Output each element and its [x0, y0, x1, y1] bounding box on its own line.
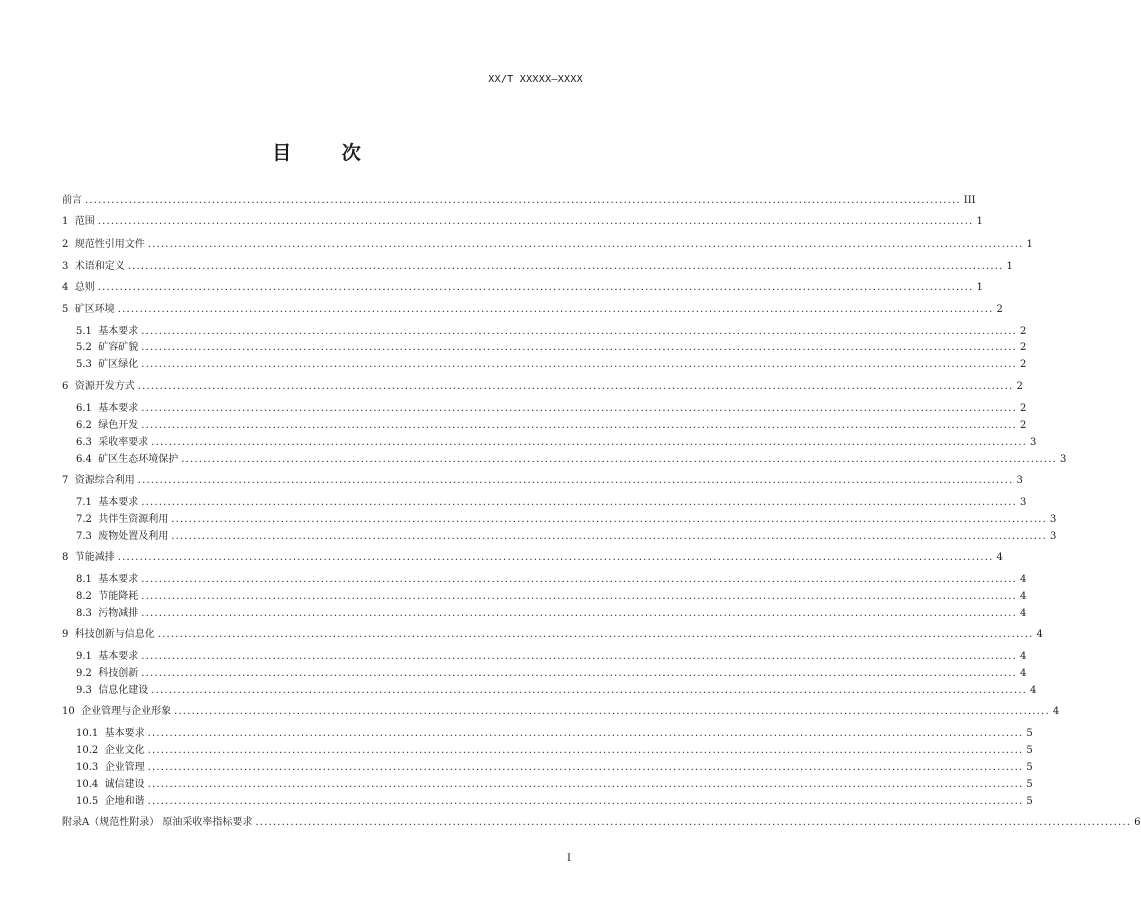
toc-entry-page: 1 [1026, 239, 1033, 250]
dot-leader: ........................................................................................................................................................................................................ [147, 239, 1024, 250]
toc-entry-page: 3 [1016, 475, 1023, 486]
toc-entry[interactable] [62, 589, 1027, 603]
toc-entry-page: 4 [1030, 685, 1037, 696]
dot-leader: ........................................................................................................................................................................................................ [147, 728, 1024, 739]
dot-leader: ........................................................................................................................................................................................................ [171, 531, 1048, 542]
toc-entry[interactable] [62, 401, 1027, 415]
toc-entry-page: 2 [1020, 359, 1027, 370]
toc-entry-page: 4 [1020, 608, 1027, 619]
toc-entry-page: 3 [1060, 454, 1067, 465]
toc-entry[interactable] [62, 815, 1141, 829]
toc-entry-page: 2 [996, 304, 1003, 315]
toc-entry-number: 6.3 [76, 437, 99, 448]
toc-entry[interactable] [62, 666, 1027, 680]
toc-entry[interactable] [62, 340, 1027, 354]
toc-entry-page: 3 [1050, 514, 1057, 525]
toc-entry-number: 2 [62, 239, 75, 250]
dot-leader: ........................................................................................................................................................................................................ [141, 359, 1018, 370]
toc-entry-page: 2 [1020, 342, 1027, 353]
toc-entry-label: 企业管理与企业形象 [81, 706, 172, 717]
toc-entry-number: 9 [62, 629, 75, 640]
toc-entry[interactable] [62, 627, 1043, 641]
dot-leader: ........................................................................................................................................................................................................ [141, 342, 1018, 353]
dot-leader: ........................................................................................................................................................................................................ [97, 216, 974, 227]
toc-entry-label: 矿容矿貌 [98, 342, 139, 353]
dot-leader: ........................................................................................................................................................................................................ [127, 261, 1004, 272]
toc-entry-page: 4 [1036, 629, 1043, 640]
toc-entry[interactable] [62, 495, 1027, 509]
document-number: XX/T XXXXX—XXXX [488, 74, 583, 85]
toc-entry-page: 2 [1020, 326, 1027, 337]
toc-entry-number: 7.2 [76, 514, 99, 525]
toc-entry[interactable] [62, 550, 1003, 564]
dot-leader: ........................................................................................................................................................................................................ [181, 454, 1058, 465]
toc-entry-page: 1 [1006, 261, 1013, 272]
toc-entry-number: 4 [62, 282, 75, 293]
toc-entry-page: 2 [1020, 403, 1027, 414]
toc-entry-label: 诚信建设 [104, 779, 145, 790]
toc-entry-page: 4 [1052, 706, 1060, 717]
toc-entry[interactable] [62, 324, 1027, 338]
toc-entry[interactable] [62, 683, 1037, 697]
toc-entry[interactable] [62, 760, 1033, 774]
toc-entry-label: 绿色开发 [98, 420, 139, 431]
toc-entry-number: 1 [62, 216, 75, 227]
toc-entry-label: 废物处置及利用 [98, 531, 169, 542]
dot-leader: ........................................................................................................................................................................................................ [147, 745, 1024, 756]
toc-entry-number: 8.3 [76, 608, 99, 619]
dot-leader: ........................................................................................................................................................................................................ [141, 668, 1018, 679]
dot-leader: ........................................................................................................................................................................................................ [117, 304, 994, 315]
toc-entry-number: 10.4 [76, 779, 105, 790]
page-title: 目 次 [272, 142, 383, 164]
toc-entry-label: 基本要求 [98, 403, 139, 414]
dot-leader: ........................................................................................................................................................................................................ [137, 475, 1014, 486]
toc-entry[interactable] [62, 794, 1033, 808]
toc-entry-label: 节能降耗 [98, 591, 139, 602]
toc-entry-number: 10.3 [76, 762, 105, 773]
toc-entry[interactable] [62, 259, 1013, 273]
toc-entry-label: 基本要求 [104, 728, 145, 739]
toc-entry[interactable] [62, 452, 1067, 466]
toc-entry-number: 7.1 [76, 497, 99, 508]
toc-entry-label: 企地和谐 [104, 796, 145, 807]
toc-entry[interactable] [62, 193, 976, 207]
toc-entry-page: 5 [1026, 745, 1033, 756]
toc-entry-label: 节能减排 [74, 552, 115, 563]
toc-entry-label: 科技创新与信息化 [74, 629, 155, 640]
toc-entry[interactable] [62, 512, 1057, 526]
toc-entry-number: 8.1 [76, 574, 99, 585]
dot-leader: ........................................................................................................................................................................................................ [151, 437, 1028, 448]
toc-entry-number: 3 [62, 261, 75, 272]
dot-leader: ........................................................................................................................................................................................................ [141, 608, 1018, 619]
toc-entry-label: 科技创新 [98, 668, 139, 679]
dot-leader: ........................................................................................................................................................................................................ [141, 574, 1018, 585]
toc-entry-label: 规范性引用文件 [74, 239, 145, 250]
dot-leader: ........................................................................................................................................................................................................ [255, 817, 1132, 828]
toc-entry-label: 企业文化 [104, 745, 145, 756]
toc-entry-label: 基本要求 [98, 574, 139, 585]
toc-entry[interactable] [62, 379, 1023, 393]
toc-entry-label: 采收率要求 [98, 437, 149, 448]
toc-entry-number: 6.1 [76, 403, 99, 414]
toc-entry[interactable] [62, 280, 983, 294]
toc-entry-label: 范围 [74, 216, 95, 227]
dot-leader: ........................................................................................................................................................................................................ [147, 762, 1024, 773]
toc-entry-number: 10.2 [76, 745, 105, 756]
dot-leader: ........................................................................................................................................................................................................ [141, 420, 1018, 431]
toc-entry-number: 5.1 [76, 326, 99, 337]
toc-entry[interactable] [62, 418, 1027, 432]
toc-entry-number: 7 [62, 475, 75, 486]
dot-leader: ........................................................................................................................................................................................................ [141, 403, 1018, 414]
toc-entry-label: 资源综合利用 [74, 475, 135, 486]
toc-entry[interactable] [62, 649, 1027, 663]
dot-leader: ........................................................................................................................................................................................................ [117, 552, 994, 563]
toc-entry[interactable] [62, 302, 1003, 316]
toc-entry-number: 10 [62, 706, 82, 717]
toc-entry-label: 基本要求 [98, 651, 139, 662]
toc-entry[interactable] [62, 726, 1033, 740]
toc-entry[interactable] [62, 237, 1033, 251]
toc-entry-page: 4 [1020, 651, 1027, 662]
toc-entry-page: 4 [1020, 574, 1027, 585]
toc-entry-number: 6 [62, 381, 75, 392]
toc-entry[interactable] [62, 473, 1023, 487]
dot-leader: ........................................................................................................................................................................................................ [141, 591, 1018, 602]
toc-entry-label: 共伴生资源利用 [98, 514, 169, 525]
dot-leader: ........................................................................................................................................................................................................ [137, 381, 1014, 392]
dot-leader: ........................................................................................................................................................................................................ [97, 282, 974, 293]
toc-entry-label: 术语和定义 [74, 261, 125, 272]
toc-entry-page: 4 [1020, 591, 1027, 602]
toc-entry[interactable] [62, 606, 1027, 620]
toc-entry-number: 5.2 [76, 342, 99, 353]
toc-entry-page: 1 [976, 282, 983, 293]
dot-leader: ........................................................................................................................................................................................................ [147, 796, 1024, 807]
toc-entry-label: 附录A（规范性附录） 原油采收率指标要求 [62, 817, 253, 828]
toc-entry-page: 3 [1020, 497, 1027, 508]
toc-entry-page: 1 [976, 216, 983, 227]
toc-entry-number: 6.2 [76, 420, 99, 431]
toc-entry[interactable] [62, 777, 1033, 791]
dot-leader: ........................................................................................................................................................................................................ [151, 685, 1028, 696]
toc-entry-page: 5 [1026, 779, 1033, 790]
toc-entry-number: 7.3 [76, 531, 99, 542]
toc-entry-label: 污物减排 [98, 608, 139, 619]
dot-leader: ........................................................................................................................................................................................................ [171, 514, 1048, 525]
toc-entry-label: 企业管理 [104, 762, 145, 773]
toc-entry[interactable] [62, 214, 983, 228]
dot-leader: ........................................................................................................................................................................................................ [174, 706, 1050, 717]
toc-entry-label: 信息化建设 [98, 685, 149, 696]
toc-entry-label: 矿区绿化 [98, 359, 139, 370]
toc-entry-label: 矿区环境 [74, 304, 115, 315]
toc-entry-number: 10.5 [76, 796, 105, 807]
toc-entry-number: 5 [62, 304, 75, 315]
toc-entry-number: 8 [62, 552, 75, 563]
toc-entry-page: 3 [1030, 437, 1037, 448]
toc-entry[interactable] [62, 743, 1033, 757]
dot-leader: ........................................................................................................................................................................................................ [141, 651, 1018, 662]
toc-entry-label: 矿区生态环境保护 [98, 454, 179, 465]
toc-entry-number: 10.1 [76, 728, 105, 739]
toc-entry-page: 2 [1020, 420, 1027, 431]
toc-entry-page: 4 [996, 552, 1003, 563]
dot-leader: ........................................................................................................................................................................................................ [147, 779, 1024, 790]
toc-entry-number: 6.4 [76, 454, 99, 465]
toc-entry-page: 5 [1026, 728, 1033, 739]
page-number: I [567, 853, 571, 864]
toc-entry-label: 资源开发方式 [74, 381, 135, 392]
toc-entry-page: 5 [1026, 796, 1033, 807]
toc-entry-label: 基本要求 [98, 497, 139, 508]
toc-entry-page: 3 [1050, 531, 1057, 542]
toc-entry-page: 4 [1020, 668, 1027, 679]
toc-entry-number: 9.1 [76, 651, 99, 662]
dot-leader: ........................................................................................................................................................................................................ [141, 326, 1018, 337]
toc-entry[interactable] [62, 572, 1027, 586]
toc-entry-label: 基本要求 [98, 326, 139, 337]
toc-entry-page: III [963, 195, 976, 206]
dot-leader: ........................................................................................................................................................................................................ [141, 497, 1018, 508]
toc-entry[interactable] [62, 529, 1057, 543]
toc-entry-number: 9.3 [76, 685, 99, 696]
toc-entry-number: 5.3 [76, 359, 99, 370]
toc-entry-number: 9.2 [76, 668, 99, 679]
toc-entry-page: 5 [1026, 762, 1033, 773]
toc-entry-page: 2 [1016, 381, 1023, 392]
toc-entry-number: 8.2 [76, 591, 99, 602]
toc-entry[interactable] [62, 435, 1037, 449]
dot-leader: ........................................................................................................................................................................................................ [157, 629, 1034, 640]
toc-entry[interactable] [62, 357, 1027, 371]
toc-entry-label: 总则 [74, 282, 95, 293]
toc-entry[interactable] [62, 704, 1060, 718]
toc-entry-label: 前言 [62, 195, 82, 206]
toc-entry-page: 6 [1134, 817, 1141, 828]
dot-leader: ........................................................................................................................................................................................................ [85, 195, 961, 206]
